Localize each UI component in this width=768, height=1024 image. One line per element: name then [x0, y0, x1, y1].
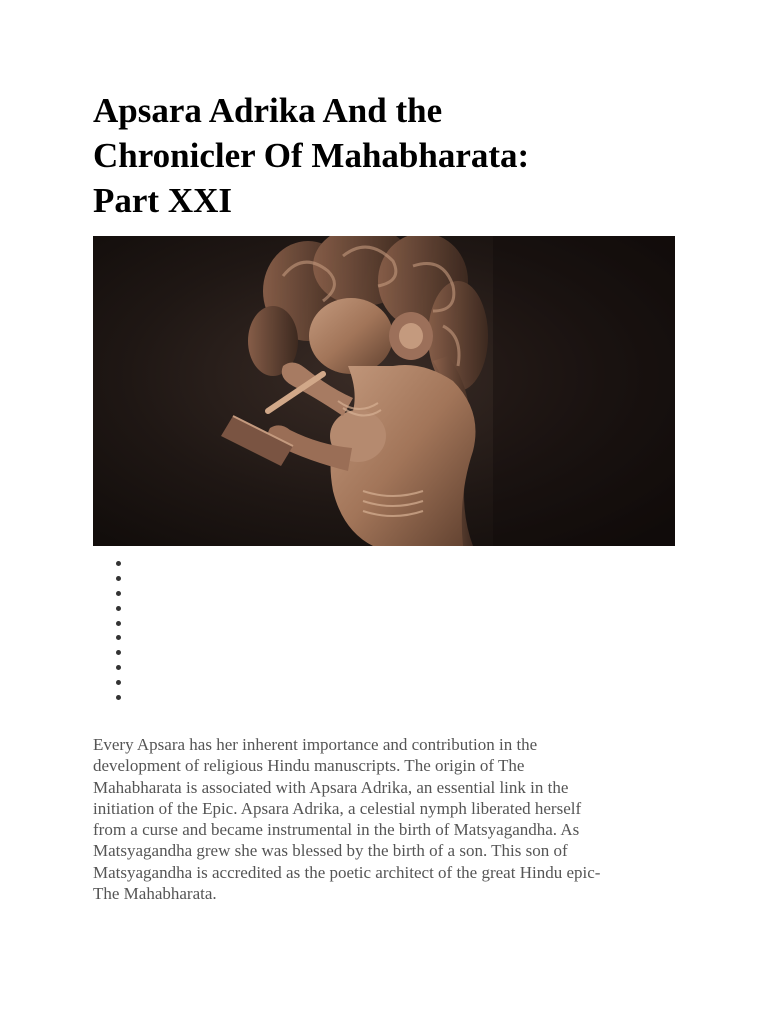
- body-line: The Mahabharata.: [93, 884, 217, 904]
- bullet-item: [112, 690, 126, 705]
- title-line: Part XXI: [93, 181, 232, 220]
- bullet-item: [112, 571, 126, 586]
- bullet-item: [112, 675, 126, 690]
- bullet-item: [112, 586, 126, 601]
- bullet-item: [112, 630, 126, 645]
- body-line: Matsyagandha grew she was blessed by the birth of a son. This son of: [93, 841, 568, 861]
- body-line: Every Apsara has her inherent importance and contribution in the: [93, 735, 538, 754]
- bullet-list: [112, 556, 126, 705]
- body-line: initiation of the Epic. Apsara Adrika, a celestial nymph liberated herself: [93, 798, 582, 818]
- title-line: Apsara Adrika And the: [93, 91, 443, 130]
- title-line: Chronicler Of Mahabharata:: [93, 136, 530, 175]
- bullet-item: [112, 645, 126, 660]
- body-line: from a curse and became instrumental in the birth of Matsyagandha. As: [93, 820, 580, 840]
- body-line: Mahabharata is associated with Apsara Adrika, an essential link in the: [93, 777, 569, 797]
- bullet-item: [112, 556, 126, 571]
- article-title: [93, 88, 693, 223]
- bullet-item: [112, 601, 126, 616]
- sculpture-image: [93, 236, 675, 546]
- body-line: development of religious Hindu manuscripts. The origin of The: [93, 756, 525, 776]
- bullet-item: [112, 660, 126, 675]
- article-body: [93, 734, 683, 904]
- bullet-item: [112, 616, 126, 631]
- body-line: Matsyagandha is accredited as the poetic architect of the great Hindu epic-: [93, 862, 601, 882]
